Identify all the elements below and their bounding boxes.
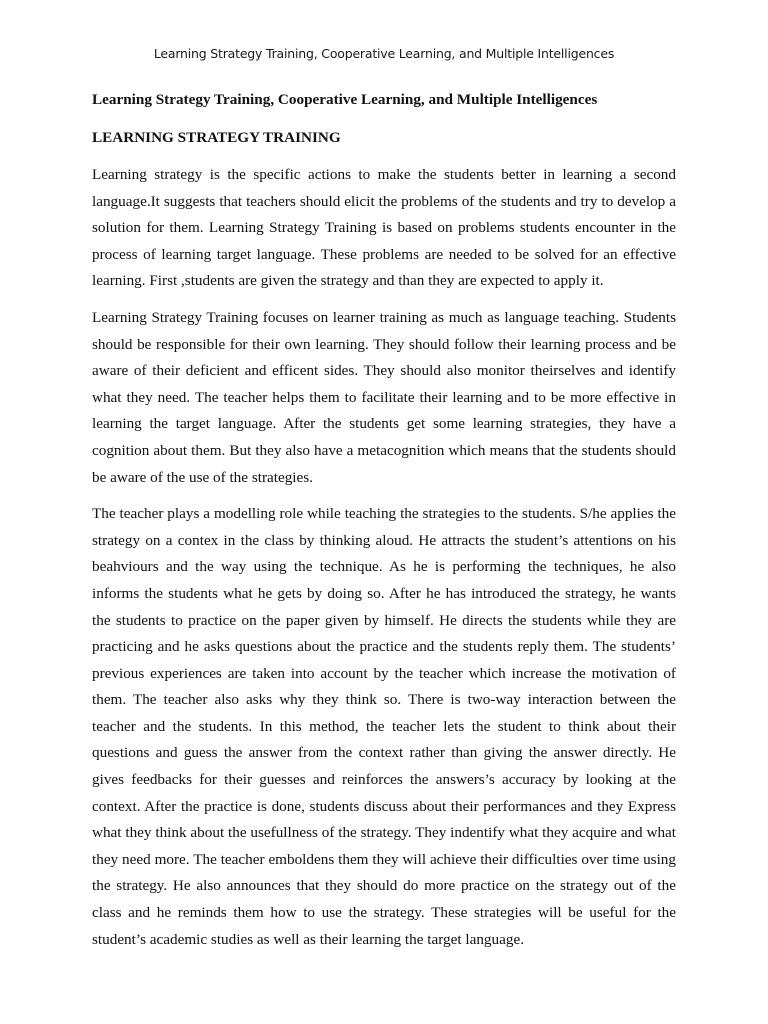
running-header: Learning Strategy Training, Cooperative Learning, and Multiple Intelligences xyxy=(153,46,615,61)
paragraph: Learning Strategy Training focuses on learner training as much as language teaching. Students should be responsible for their own learning. They should follow their learning process and be aware of their deficient and efficent sides. They should also monitor theirselves and identify what they need. The teacher helps them to facilitate their learning and to be more effective in learning the target language. After the students get some learning strategies, they have a cognition about them. But they also have a metacognition which means that the students should be aware of the use of the strategies. xyxy=(92,308,676,486)
section-heading: LEARNING STRATEGY TRAINING xyxy=(92,129,341,146)
document-title: Learning Strategy Training, Cooperative Learning, and Multiple Intelligences xyxy=(92,91,598,108)
paragraph: Learning strategy is the specific actions to make the students better in learning a second language.It suggests that teachers should elicit the problems of the students and try to develop a solution for them. Learning Strategy Training is based on problems students encounter in the process of learning target language. These problems are needed to be solved for an effective learning. First ,students are given the strategy and than they are expected to apply it. xyxy=(92,166,676,290)
document-body xyxy=(92,88,676,953)
paragraph: The teacher plays a modelling role while teaching the strategies to the students. S/he applies the strategy on a contex in the class by thinking aloud. He attracts the student’s attentions on his beahviours and the way using the technique. As he is performing the techniques, he also informs the students what he gets by doing so. After he has introduced the strategy, he wants the students to practice on the paper given by himself. He directs the students while they are practicing and he asks questions about the practice and the students reply them. The students’ previous experiences are taken into account by the teacher which increase the motivation of them. The teacher also asks why they think so. There is two-way interaction between the teacher and the students. In this method, the teacher lets the student to think about their questions and guess the answer from the context rather than giving the answer directly. He gives feedbacks for their guesses and reinforces the answers’s accuracy by looking at the context. After the practice is done, students discuss about their performances and they Express what they think about the usefullness of the strategy. They indentify what they acquire and what they need more. The teacher emboldens them they will achieve their difficulties over time using the strategy. He also announces that they should do more practice on the strategy out of the class and he reminds them how to use the strategy. These strategies will be useful for the student’s academic studies as well as their learning the target language. xyxy=(92,505,676,948)
